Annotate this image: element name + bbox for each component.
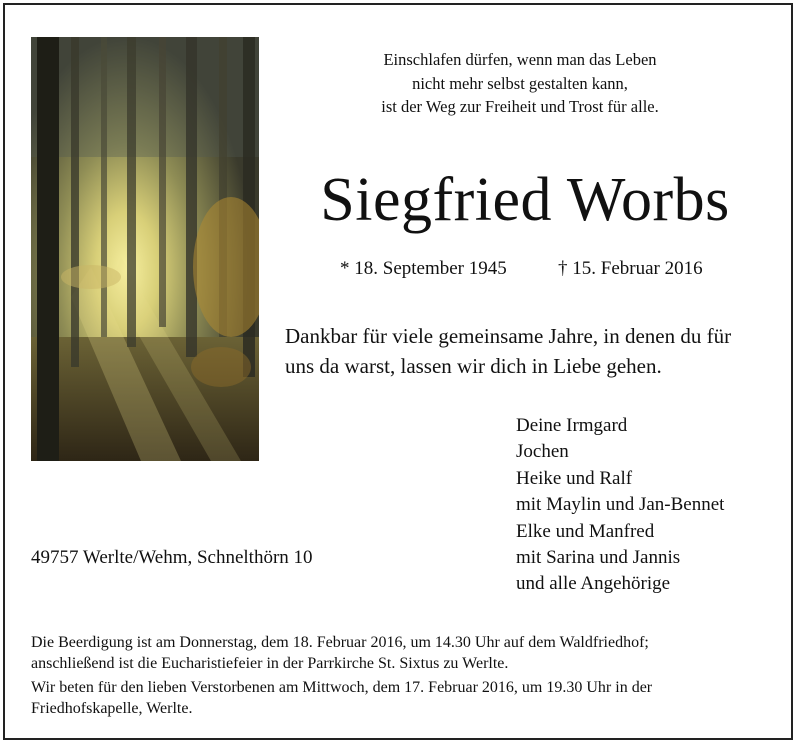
thanks-line: Dankbar für viele gemeinsame Jahre, in denen du für — [285, 324, 732, 348]
funeral-line: Die Beerdigung ist am Donnerstag, dem 18. Februar 2016, um 14.30 Uhr auf dem Waldfriedhof; — [31, 634, 649, 651]
poem — [300, 48, 740, 119]
poem-line: Einschlafen dürfen, wenn man das Leben — [383, 50, 657, 69]
family-member: mit Maylin und Jan-Bennet — [516, 494, 725, 516]
family-member: Deine Irmgard — [516, 415, 628, 436]
funeral-line: anschließend ist die Eucharistiefeier in der Parrkirche St. Sixtus zu Werlte. — [31, 655, 509, 672]
thanks-line: uns da warst, lassen wir dich in Liebe gehen. — [285, 354, 662, 378]
poem-line: ist der Weg zur Freiheit und Trost für alle. — [381, 97, 659, 116]
family-member: mit Sarina und Jannis — [516, 547, 681, 569]
thanks-message — [285, 321, 785, 381]
funeral-line: Wir beten für den lieben Verstorbenen am Mittwoch, dem 17. Februar 2016, um 19.30 Uhr in der — [31, 679, 653, 696]
deceased-name: Siegfried Worbs — [320, 166, 730, 234]
family-list — [516, 413, 724, 598]
forest-sunlight-image — [31, 37, 259, 461]
family-member: Heike und Ralf — [516, 467, 633, 489]
birth-date: * 18. September 1945 — [340, 258, 507, 279]
funeral-info — [31, 632, 781, 719]
funeral-paragraph-prayer — [31, 677, 781, 719]
death-date: † 15. Februar 2016 — [558, 258, 703, 279]
family-member: Jochen — [516, 441, 569, 463]
funeral-paragraph-burial — [31, 632, 781, 674]
address: 49757 Werlte/Wehm, Schnelthörn 10 — [31, 547, 313, 568]
poem-line: nicht mehr selbst gestalten kann, — [412, 73, 628, 93]
family-member: Elke und Manfred — [516, 520, 655, 542]
family-member: und alle Angehörige — [516, 573, 671, 595]
funeral-line: Friedhofskapelle, Werlte. — [31, 700, 193, 717]
